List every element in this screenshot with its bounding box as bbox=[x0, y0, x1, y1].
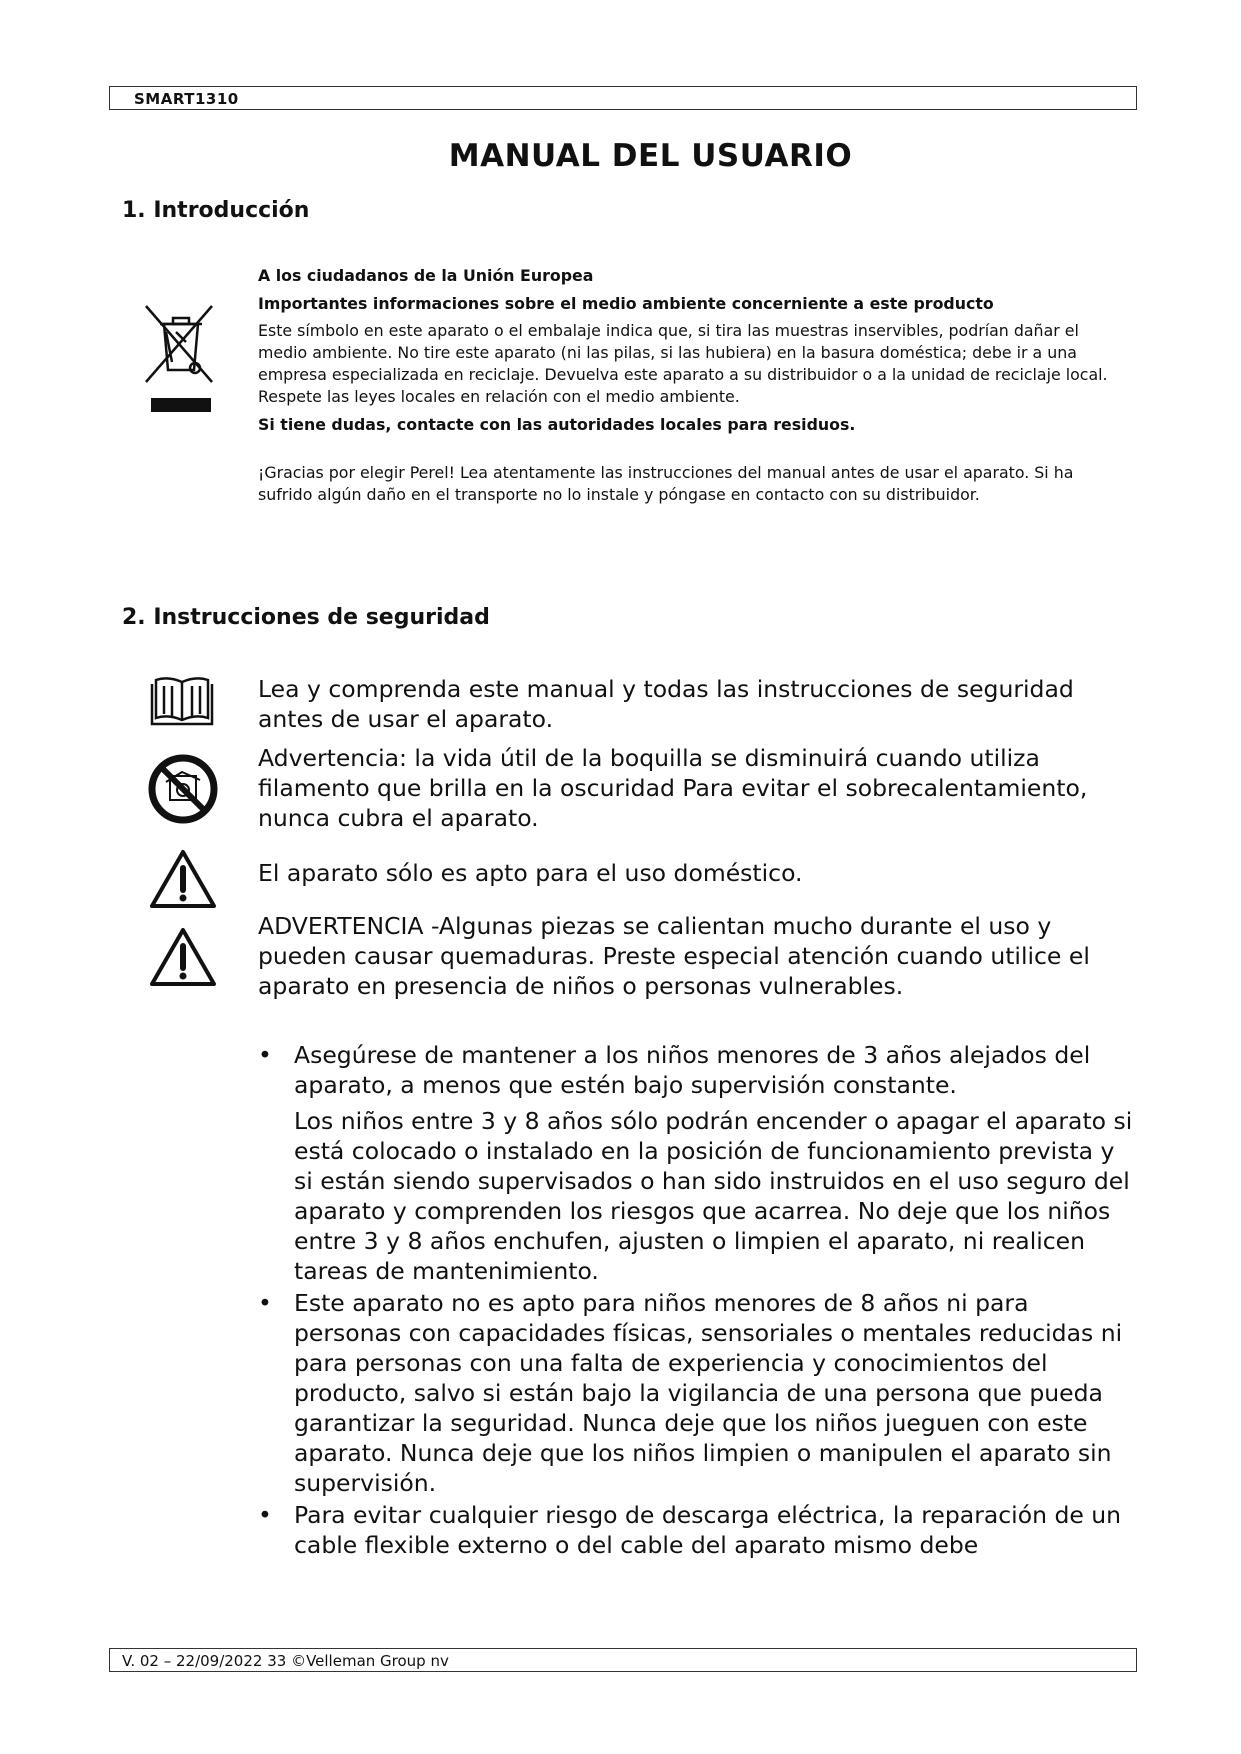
list-item bbox=[258, 1040, 1138, 1286]
safety-item-read-manual: Lea y comprenda este manual y todas las instrucciones de seguridad antes de usar el aparato. bbox=[258, 675, 1074, 733]
section-heading-introduction: 1. Introducción bbox=[122, 198, 310, 223]
doubts-note: Si tiene dudas, contacte con las autoridades locales para residuos. bbox=[258, 415, 856, 434]
page-footer bbox=[109, 1648, 1137, 1672]
eu-heading: A los ciudadanos de la Unión Europea bbox=[258, 266, 594, 285]
bullet-icon: • bbox=[258, 1289, 272, 1317]
document-title: MANUAL DEL USUARIO bbox=[448, 138, 853, 174]
footer-version: V. 02 – 22/09/2022 33 ©Velleman Group nv bbox=[122, 1652, 449, 1670]
manual-book-icon bbox=[148, 674, 216, 730]
weee-bin-icon bbox=[140, 302, 222, 420]
page-header bbox=[109, 86, 1137, 110]
list-item bbox=[258, 1288, 1138, 1498]
list-item bbox=[258, 1500, 1138, 1560]
bullet-text: Asegúrese de mantener a los niños menores de 3 años alejados del aparato, a menos que estén bajo supervisión constante. bbox=[294, 1041, 1091, 1099]
safety-bullet-list bbox=[258, 1040, 1138, 1560]
bullet-extra-text: Los niños entre 3 y 8 años sólo podrán encender o apagar el aparato si está colocado o instalado en la posición de funcionamiento prevista y si están siendo supervisados o han sido instruidos en el uso seguro del aparato y comprenden los riesgos que acarrea. No deje que los niños entre 3 y 8 años enchufen, ajusten o limpien el aparato, ni realicen tareas de mantenimiento. bbox=[294, 1107, 1133, 1285]
environment-body: Este símbolo en este aparato o el embalaje indica que, si tira las muestras inservibles, podrían dañar el medio ambiente. No tire este aparato (ni las pilas, si las hubiera) en la basura doméstica; debe ir a una empresa especializada en reciclaje. Devuelva este aparato a su distribuidor o a la unidad de reciclaje local. Respete las leyes locales en relación con el medio ambiente. bbox=[258, 321, 1108, 406]
warning-triangle-icon bbox=[148, 848, 218, 910]
safety-item-hot-parts-warning: ADVERTENCIA -Algunas piezas se calientan mucho durante el uso y pueden causar quemaduras. Preste especial atención cuando utilice el aparato en presencia de niños o personas vulnerables. bbox=[258, 912, 1090, 1000]
warning-triangle-icon bbox=[148, 926, 218, 988]
bullet-icon: • bbox=[258, 1501, 272, 1529]
safety-item-domestic-use: El aparato sólo es apto para el uso doméstico. bbox=[258, 859, 803, 887]
header-model: SMART1310 bbox=[134, 90, 239, 108]
environment-heading: Importantes informaciones sobre el medio ambiente concerniente a este producto bbox=[258, 294, 994, 313]
safety-item-nozzle-warning: Advertencia: la vida útil de la boquilla se disminuirá cuando utiliza filamento que brilla en la oscuridad Para evitar el sobrecalentamiento, nunca cubra el aparato. bbox=[258, 744, 1088, 832]
bullet-text: Este aparato no es apto para niños menores de 8 años ni para personas con capacidades físicas, sensoriales o mentales reducidas ni para personas con una falta de experiencia y conocimientos del producto, salvo si están bajo la vigilancia de una persona que pueda garantizar la seguridad. Nunca deje que los niños jueguen con este aparato. Nunca deje que los niños limpien o manipulen el aparato sin supervisión. bbox=[294, 1289, 1123, 1497]
introduction-text bbox=[258, 265, 1118, 506]
section-heading-safety: 2. Instrucciones de seguridad bbox=[122, 605, 490, 630]
thanks-paragraph: ¡Gracias por elegir Perel! Lea atentamente las instrucciones del manual antes de usar el aparato. Si ha sufrido algún daño en el transporte no lo instale y póngase en contacto con su distribuidor. bbox=[258, 463, 1074, 504]
bullet-text: Para evitar cualquier riesgo de descarga eléctrica, la reparación de un cable flexible externo o del cable del aparato mismo debe bbox=[294, 1501, 1122, 1559]
bullet-icon: • bbox=[258, 1041, 272, 1069]
no-cover-icon bbox=[146, 752, 220, 826]
